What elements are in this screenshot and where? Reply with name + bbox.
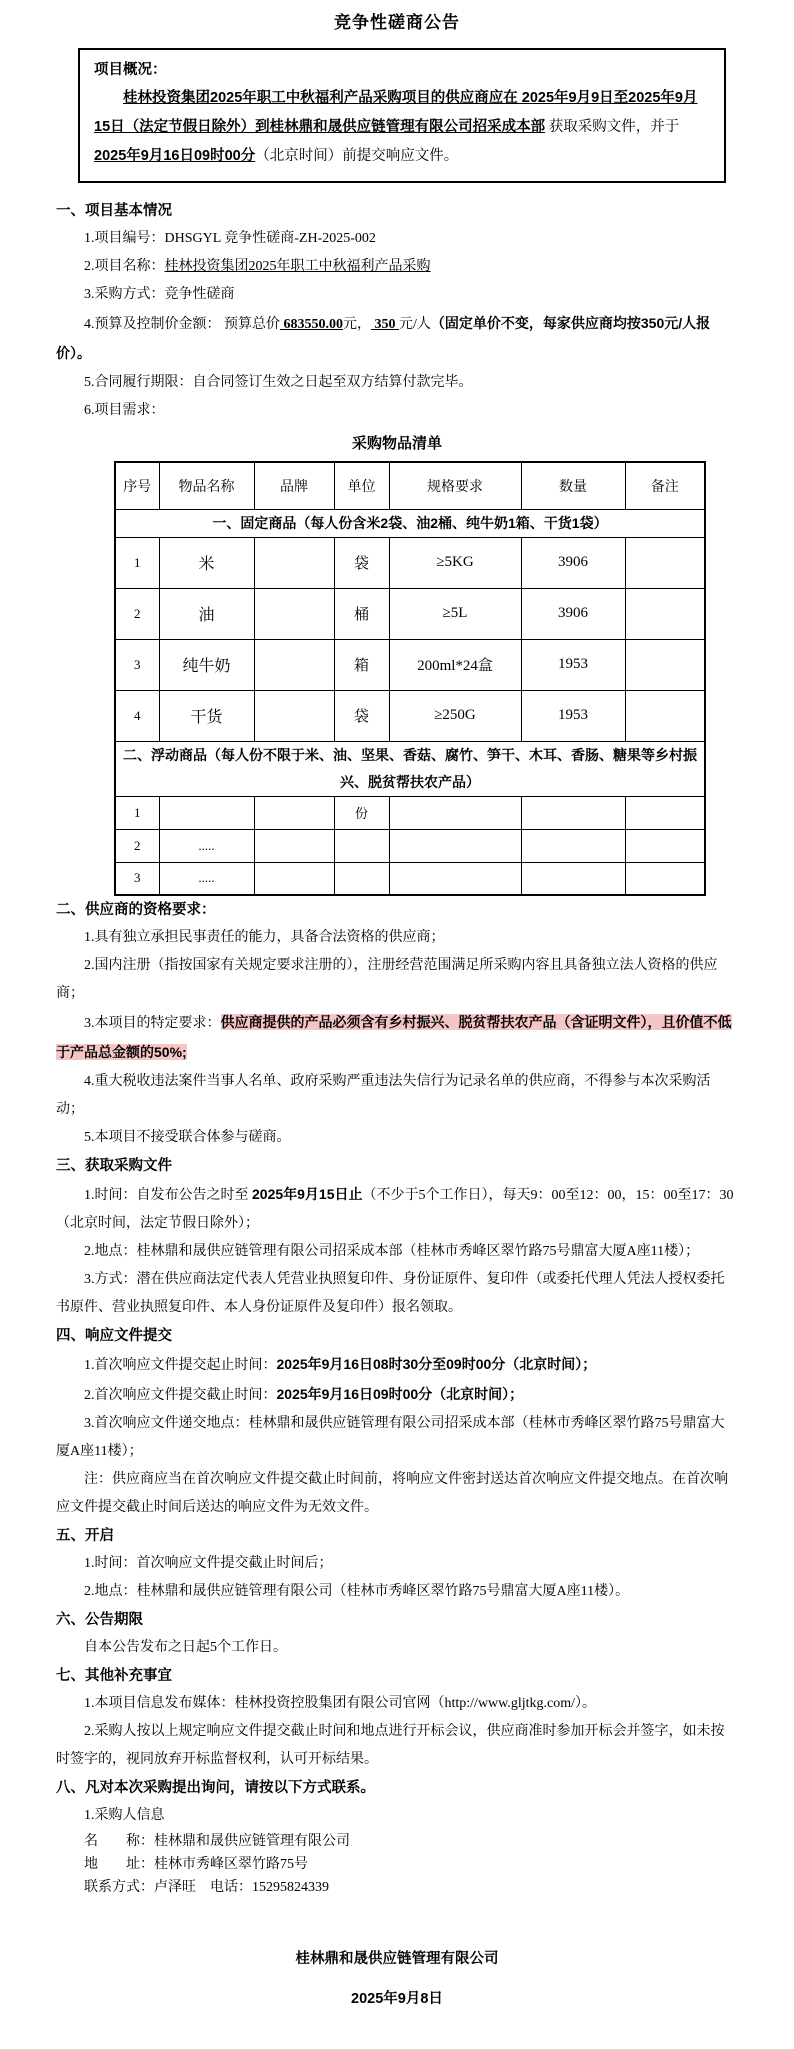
cell-remark [625,829,705,862]
obtain-deadline-date: 2025年9月15日止 [252,1186,363,1202]
specific-requirement-highlight: 供应商提供的产品必须含有乡村振兴、脱贫帮扶农产品（含证明文件），且价值不低于产品总金额的50%; [56,1014,732,1060]
section-7 [56,1662,738,1774]
cell-seq: 1 [115,796,159,829]
budget-line [56,309,738,369]
qualification-item-4: 4.重大税收违法案件当事人名单、政府采购严重违法失信行为记录名单的供应商，不得参与本次采购活动； [56,1074,711,1117]
budget-total-value: 683550.00 [280,317,343,332]
qualification-item-2: 2.国内注册（指按国家有关规定要求注册的），注册经营范围满足所采购内容且具备独立法人资格的供应商； [56,958,718,1001]
cell-item-name: 米 [159,537,254,588]
qualification-item-3 [56,1008,738,1068]
project-number-line [56,225,738,253]
section-4 [56,1322,738,1522]
overview-plain-run-1: 获取采购文件，并于 [545,119,680,135]
submission-deadline-time: 2025年9月16日09时00分（北京时间）； [276,1386,524,1402]
cell-remark [625,639,705,690]
header-item-name: 物品名称 [159,462,254,509]
table-row-oil [115,588,705,639]
items-table [114,461,706,896]
cell-brand [254,588,334,639]
cell-seq: 1 [115,537,159,588]
project-overview-box [78,48,726,183]
project-name-value: 桂林投资集团2025年职工中秋福利产品采购 [164,259,431,274]
group-row-floating-goods [115,741,705,796]
overview-paragraph [94,84,710,171]
project-name-label: 2.项目名称： [84,259,165,274]
table-header-row [115,462,705,509]
items-table-title: 采购物品清单 [351,435,442,452]
spacer [56,183,738,197]
cell-spec: ≥5KG [389,537,521,588]
cell-unit: 箱 [334,639,389,690]
table-row-dry-goods [115,690,705,741]
cell-unit [334,829,389,862]
header-brand: 品牌 [254,462,334,509]
qualification-item-1: 1.具有独立承担民事责任的能力，具备合法资格的供应商； [84,930,445,945]
qualification-item-5: 5.本项目不接受联合体参与磋商。 [84,1130,291,1145]
signature-date: 2025年9月8日 [351,1991,443,2007]
section-2-heading: 二、供应商的资格要求： [56,902,216,918]
group-floating-goods-label: 二、浮动商品（每人份不限于米、油、坚果、香菇、腐竹、笋干、木耳、香肠、糖果等乡村振兴、脱贫帮扶农产品） [115,741,705,796]
page-title: 竞争性磋商公告 [334,13,460,32]
cell-seq: 3 [115,639,159,690]
purchaser-contact-line: 联系方式：卢泽旺 电话：15295824339 [84,1880,329,1895]
section-6 [56,1606,738,1662]
overview-underlined-run-2: 2025年9月16日09时00分 [94,148,256,164]
cell-item-name: 油 [159,588,254,639]
cell-brand [254,690,334,741]
submission-deadline-label: 2.首次响应文件提交截止时间： [84,1388,277,1403]
cell-spec [389,796,521,829]
cell-quantity: 3906 [521,537,625,588]
header-quantity: 数量 [521,462,625,509]
section-1 [56,197,738,425]
cell-item-name: ..... [159,829,254,862]
overview-plain-run-2: （北京时间）前提交响应文件。 [255,148,459,164]
obtain-method-line: 3.方式：潜在供应商法定代表人凭营业执照复印件、身份证原件、复印件（或委托代理人凭法人授权委托书原件、营业执照复印件、本人身份证原件及复印件）报名领取。 [56,1272,725,1315]
cell-remark [625,537,705,588]
cell-brand [254,862,334,895]
procurement-method-line: 3.采购方式：竞争性磋商 [84,287,235,302]
section-8 [56,1774,738,1899]
cell-unit: 袋 [334,690,389,741]
cell-quantity: 3906 [521,588,625,639]
signature-company: 桂林鼎和晟供应链管理有限公司 [295,1951,499,1967]
section-6-heading: 六、公告期限 [56,1612,143,1628]
header-remark: 备注 [625,462,705,509]
table-row-rice [115,537,705,588]
signature-block [56,1945,738,2013]
table-row-floating-3 [115,862,705,895]
cell-spec [389,829,521,862]
section-5 [56,1522,738,1606]
cell-remark [625,690,705,741]
cell-quantity [521,862,625,895]
bid-opening-rule-line: 2.采购人按以上规定响应文件提交截止时间和地点进行开标会议，供应商准时参加开标会并签字，如未按时签字的，视同放弃开标监督权利，认可开标结果。 [56,1724,725,1767]
section-4-heading: 四、响应文件提交 [56,1328,172,1344]
cell-spec [389,862,521,895]
cell-spec: ≥250G [389,690,521,741]
opening-time-line: 1.时间：首次响应文件提交截止时间后； [84,1556,333,1571]
cell-brand [254,829,334,862]
obtain-time-line [56,1180,738,1238]
cell-seq: 3 [115,862,159,895]
project-name-line [56,253,738,281]
cell-item-name: 纯牛奶 [159,639,254,690]
obtain-time-detail: （不少于5个工作日），每天9：00至12：00，15：00至17：30（北京时间，法定节假日除外）； [56,1188,734,1231]
submission-deadline-line [56,1380,738,1410]
media-line: 1.本项目信息发布媒体：桂林投资控股集团有限公司官网（http://www.gljtkg.com/）。 [84,1696,597,1711]
header-unit: 单位 [334,462,389,509]
submission-start-label: 1.首次响应文件提交起止时间： [84,1358,277,1373]
section-5-heading: 五、开启 [56,1528,114,1544]
cell-brand [254,639,334,690]
cell-unit: 桶 [334,588,389,639]
cell-remark [625,862,705,895]
section-8-heading: 八、凡对本次采购提出询问，请按以下方式联系。 [56,1780,375,1796]
cell-unit: 袋 [334,537,389,588]
table-row-milk [115,639,705,690]
section-1-heading: 一、项目基本情况 [56,203,172,219]
cell-item-name: ..... [159,862,254,895]
cell-item-name [159,796,254,829]
group-row-fixed-goods [115,509,705,537]
header-seq: 序号 [115,462,159,509]
project-number-label: 1.项目编号： [84,231,165,246]
cell-quantity [521,829,625,862]
overview-label: 项目概况： [94,62,167,78]
cell-brand [254,796,334,829]
cell-unit: 份 [334,796,389,829]
overview-underlined-run-1: 桂林投资集团2025年职工中秋福利产品采购项目的供应商应在 2025年9月9日至2025年9月15日（法定节假日除外）到桂林鼎和晟供应链管理有限公司招采成本部 [94,90,698,135]
section-3 [56,1152,738,1322]
budget-yuan: 元， [343,317,371,332]
obtain-time-label: 1.时间：自发布公告之时至 [84,1188,252,1203]
project-number-value: DHSGYL 竞争性磋商-ZH-2025-002 [164,231,376,246]
cell-remark [625,588,705,639]
budget-per-person-value: 350 [371,317,399,332]
cell-spec: 200ml*24盒 [389,639,521,690]
cell-unit [334,862,389,895]
budget-fixed-price-note: （固定单价不变，每家供应商均按350元/人报价）。 [56,315,711,361]
budget-per-unit: 元/人 [399,317,431,332]
table-row-floating-2 [115,829,705,862]
purchaser-address-line: 地 址：桂林市秀峰区翠竹路75号 [84,1857,308,1872]
section-7-heading: 七、其他补充事宜 [56,1668,172,1684]
purchaser-name-line: 名 称：桂林鼎和晟供应链管理有限公司 [84,1834,350,1849]
section-2 [56,896,738,1152]
cell-quantity: 1953 [521,690,625,741]
specific-requirement-label: 3.本项目的特定要求： [84,1016,221,1031]
section-3-heading: 三、获取采购文件 [56,1158,172,1174]
cell-spec: ≥5L [389,588,521,639]
submission-start-line [56,1350,738,1380]
cell-quantity: 1953 [521,639,625,690]
contract-period-line: 5.合同履行期限：自合同签订生效之日起至双方结算付款完毕。 [84,375,473,390]
table-row-floating-1 [115,796,705,829]
budget-label: 4.预算及控制价金额： 预算总价 [84,317,280,332]
header-spec: 规格要求 [389,462,521,509]
cell-seq: 2 [115,829,159,862]
submission-note: 注：供应商应当在首次响应文件提交截止时间前，将响应文件密封送达首次响应文件提交地点。在首次响应文件提交截止时间后送达的响应文件为无效文件。 [56,1472,728,1515]
purchaser-info-label: 1.采购人信息 [84,1808,165,1823]
cell-brand [254,537,334,588]
cell-quantity [521,796,625,829]
announcement-period-line: 自本公告发布之日起5个工作日。 [84,1640,287,1655]
submission-start-time: 2025年9月16日08时30分至09时00分（北京时间）； [276,1356,597,1372]
obtain-place-line: 2.地点：桂林鼎和晟供应链管理有限公司招采成本部（桂林市秀峰区翠竹路75号鼎富大厦A座11楼）； [84,1244,700,1259]
opening-place-line: 2.地点：桂林鼎和晟供应链管理有限公司（桂林市秀峰区翠竹路75号鼎富大厦A座11楼）。 [84,1584,630,1599]
cell-seq: 4 [115,690,159,741]
project-requirement-line: 6.项目需求： [84,403,165,418]
cell-item-name: 干货 [159,690,254,741]
cell-remark [625,796,705,829]
group-fixed-goods-label: 一、固定商品（每人份含米2袋、油2桶、纯牛奶1箱、干货1袋） [115,509,705,537]
submission-place-line: 3.首次响应文件递交地点：桂林鼎和晟供应链管理有限公司招采成本部（桂林市秀峰区翠竹路75号鼎富大厦A座11楼）； [56,1416,725,1459]
cell-seq: 2 [115,588,159,639]
